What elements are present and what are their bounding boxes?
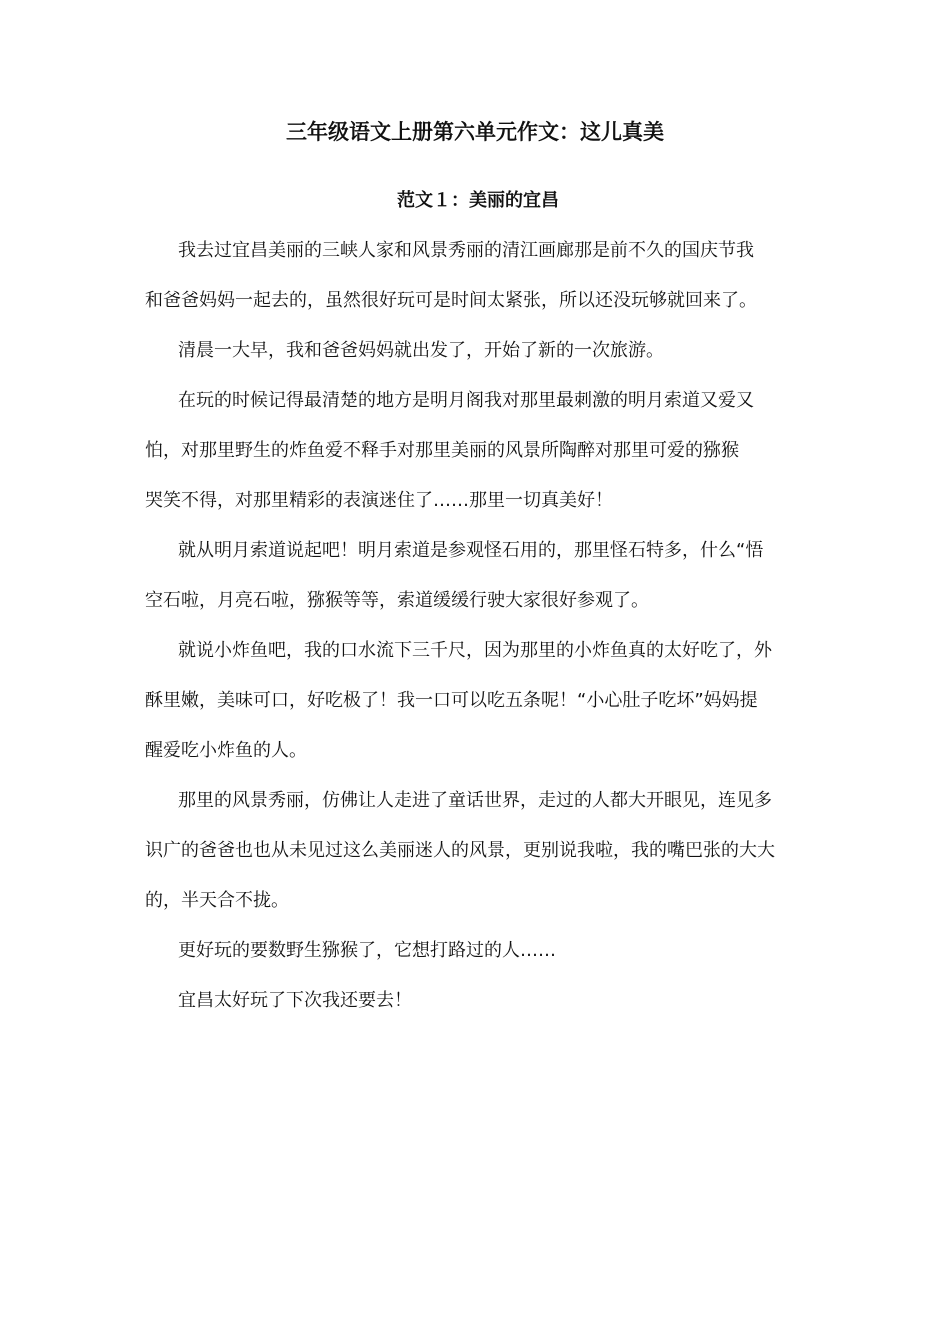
paragraph-line: 清晨一大早，我和爸爸妈妈就出发了，开始了新的一次旅游。 [178,340,664,361]
essay-subtitle: 范文１：美丽的宜昌 [397,190,559,211]
paragraph-line: 哭笑不得，对那里精彩的表演迷住了……那里一切真美好！ [145,490,613,511]
paragraph-line: 在玩的时候记得最清楚的地方是明月阁我对那里最刺激的明月索道又爱又 [178,390,754,411]
essay-body [145,226,825,1026]
document-title: 三年级语文上册第六单元作文：这儿真美 [286,120,664,144]
paragraph-line: 空石啦，月亮石啦，猕猴等等，索道缓缓行驶大家很好参观了。 [145,590,649,611]
paragraph-line: 醒爱吃小炸鱼的人。 [145,740,307,761]
paragraph-line: 那里的风景秀丽，仿佛让人走进了童话世界，走过的人都大开眼见，连见多 [178,790,772,811]
paragraph [145,376,825,526]
paragraph [145,776,825,926]
paragraph-line: 识广的爸爸也也从未见过这么美丽迷人的风景，更别说我啦，我的嘴巴张的大大 [145,840,775,861]
paragraph-line: 更好玩的要数野生猕猴了，它想打路过的人…… [178,940,556,961]
paragraph-line: 我去过宜昌美丽的三峡人家和风景秀丽的清江画廊那是前不久的国庆节我 [178,240,754,261]
paragraph [145,626,825,776]
paragraph [145,526,825,626]
paragraph [145,326,825,376]
paragraph-line: 怕，对那里野生的炸鱼爱不释手对那里美丽的风景所陶醉对那里可爱的猕猴 [145,440,739,461]
paragraph-line: 的，半天合不拢。 [145,890,289,911]
paragraph [145,926,825,976]
paragraph [145,976,825,1026]
paragraph-line: 和爸爸妈妈一起去的，虽然很好玩可是时间太紧张，所以还没玩够就回来了。 [145,290,757,311]
paragraph-line: 就说小炸鱼吧，我的口水流下三千尺，因为那里的小炸鱼真的太好吃了，外 [178,640,772,661]
paragraph-line: 酥里嫩，美味可口，好吃极了！我一口可以吃五条呢！“小心肚子吃坏”妈妈提 [145,690,758,711]
paragraph [145,226,825,326]
paragraph-line: 宜昌太好玩了下次我还要去！ [178,990,412,1011]
paragraph-line: 就从明月索道说起吧！明月索道是参观怪石用的，那里怪石特多，什么“悟 [178,540,764,561]
